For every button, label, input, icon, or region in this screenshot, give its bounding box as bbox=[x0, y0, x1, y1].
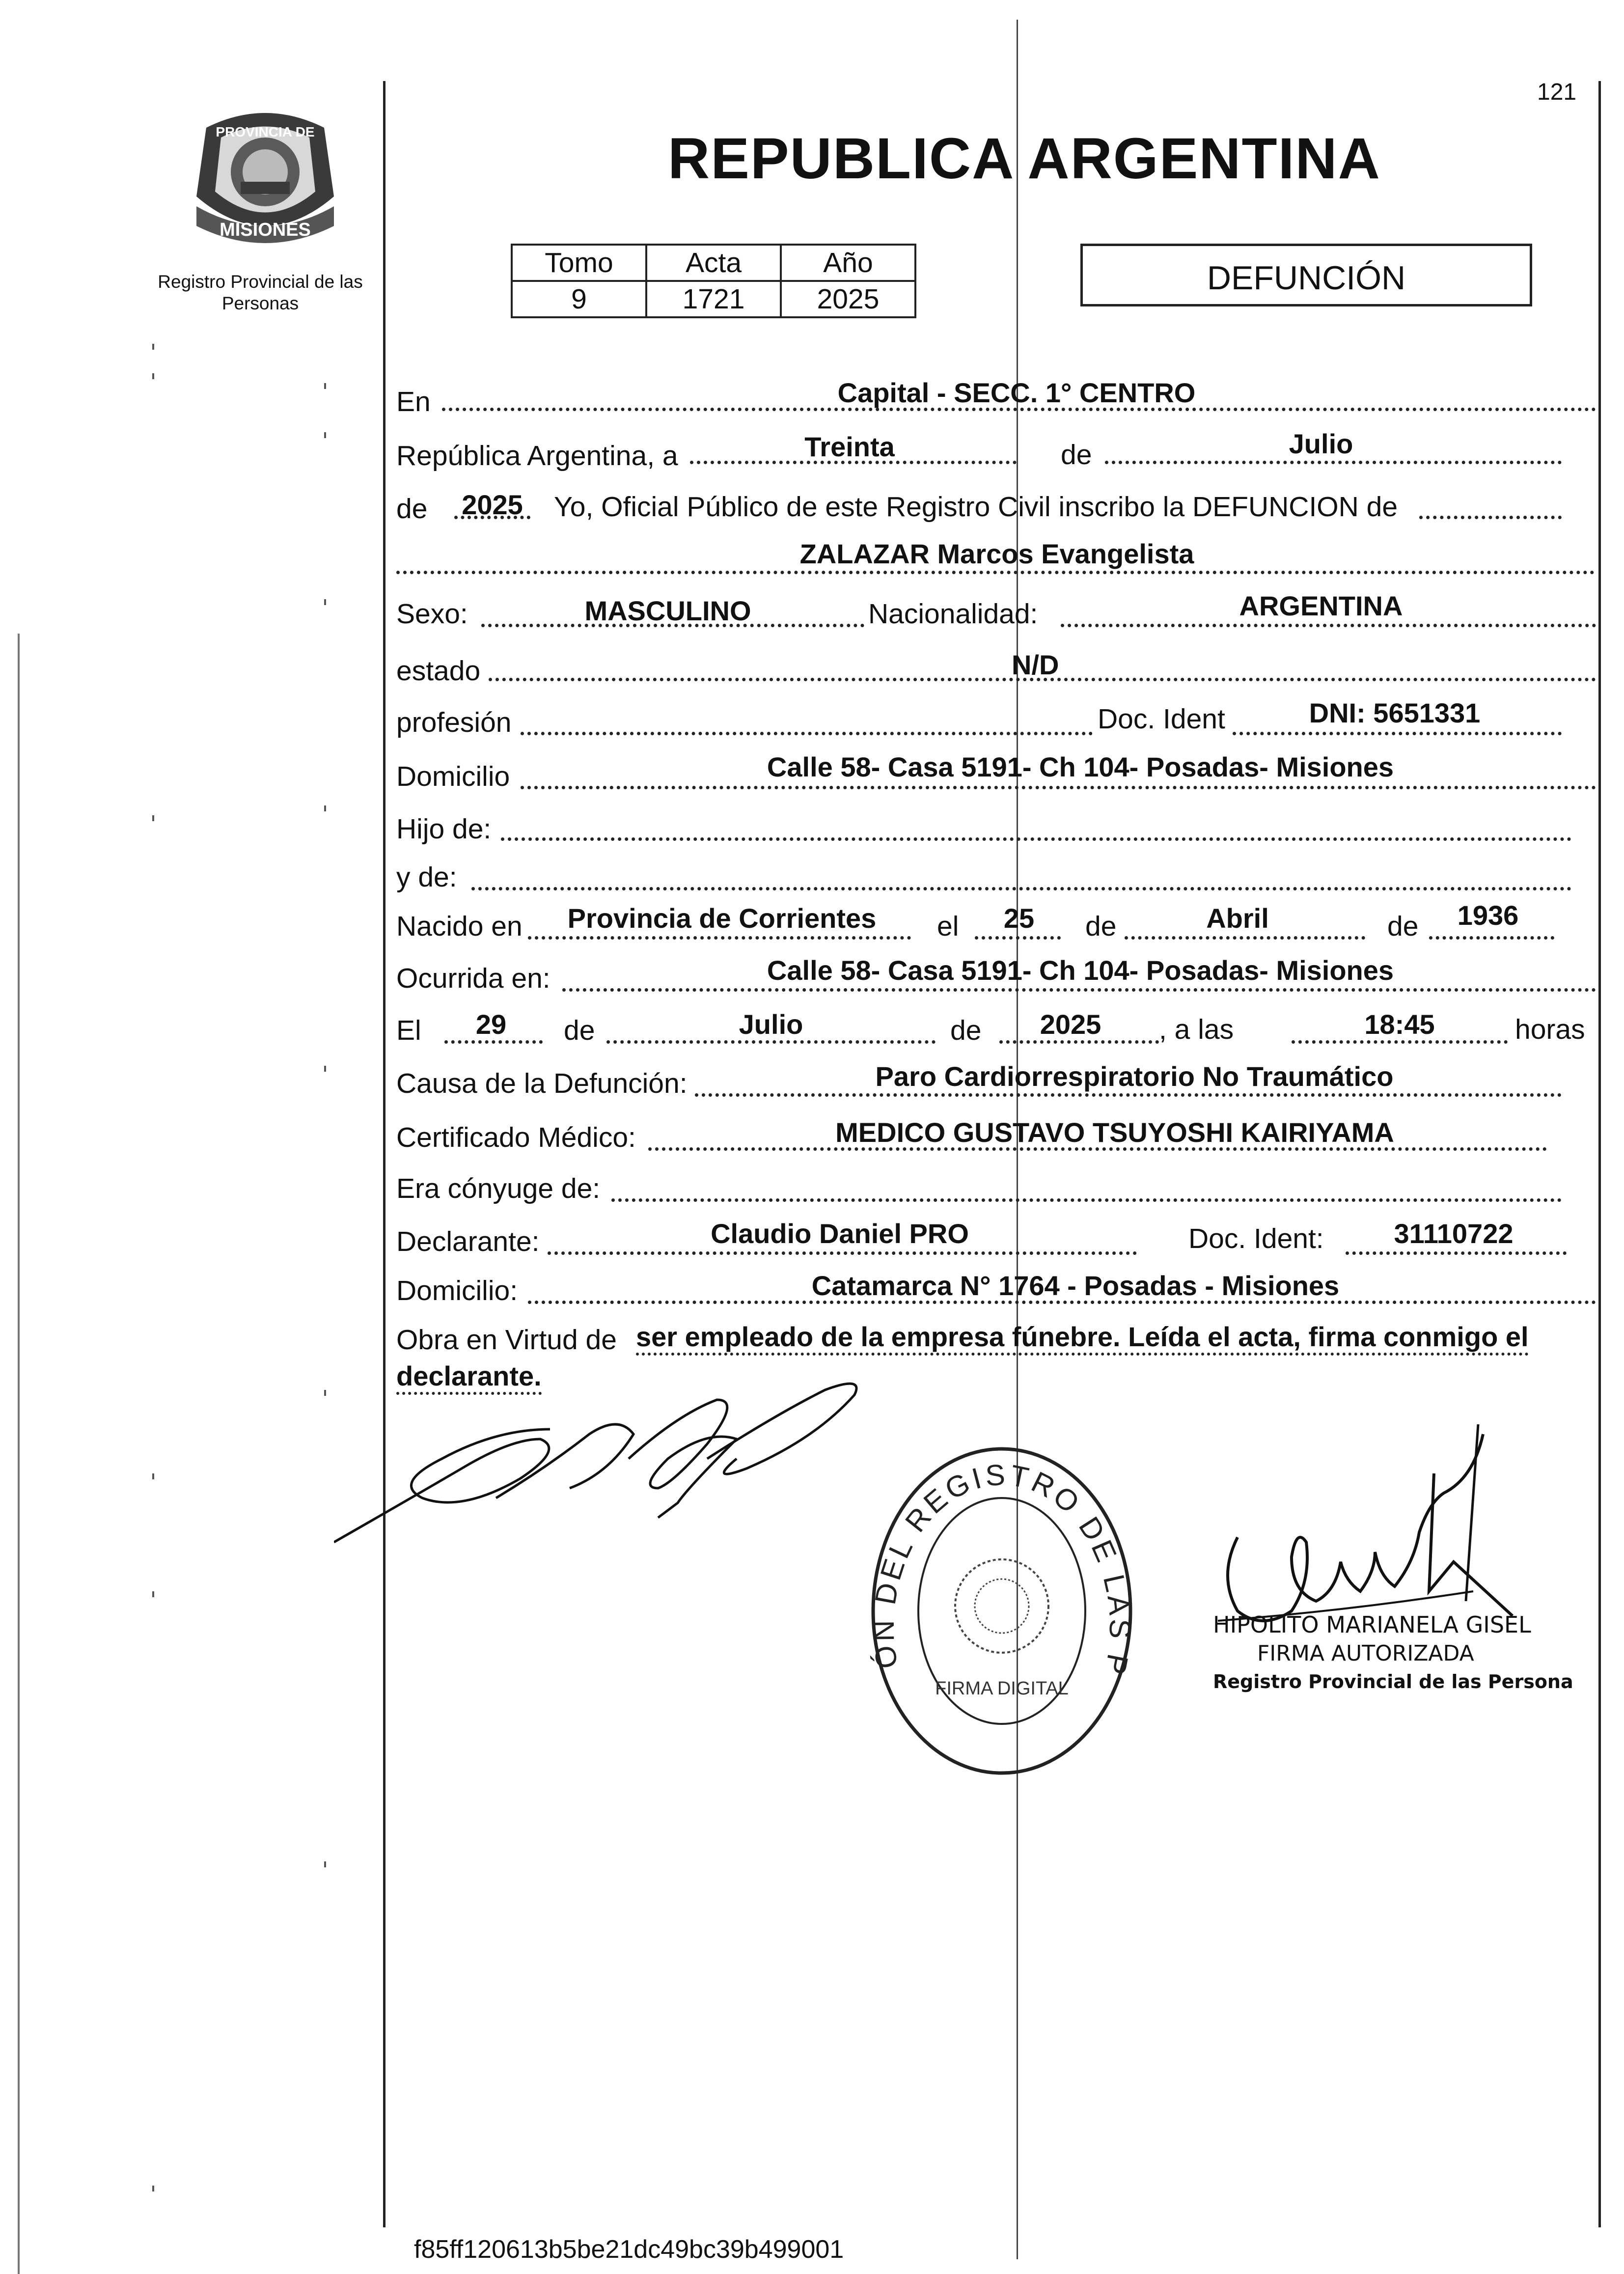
fecha-def-de1-label: de bbox=[564, 1015, 595, 1046]
document-hash: f85ff120613b5be21dc49bc39b499001 bbox=[414, 2235, 844, 2264]
fecha-day: Treinta bbox=[804, 431, 895, 462]
left-edge-rule bbox=[18, 634, 20, 2274]
domicilio-label: Domicilio bbox=[396, 761, 510, 792]
nacido-month: Abril bbox=[1206, 903, 1269, 934]
certificado-line bbox=[648, 1147, 1547, 1151]
document-type-box bbox=[1080, 244, 1532, 306]
nacido-day: 25 bbox=[1003, 903, 1035, 934]
left-margin-rule bbox=[383, 81, 385, 2227]
fecha-def-el-label: El bbox=[396, 1015, 421, 1046]
fecha-def-month-line bbox=[606, 1040, 936, 1044]
fecha-def-month: Julio bbox=[739, 1009, 803, 1040]
right-margin-rule bbox=[1598, 81, 1601, 2227]
province-seal bbox=[187, 98, 344, 263]
ocurrida-label: Ocurrida en: bbox=[396, 963, 551, 994]
nacido-el-label: el bbox=[937, 911, 959, 942]
fecha-label: República Argentina, a bbox=[396, 440, 678, 471]
fecha-def-day-line bbox=[444, 1040, 543, 1044]
fecha-def-hora: 18:45 bbox=[1364, 1009, 1435, 1040]
nacido-month-line bbox=[1125, 936, 1365, 940]
declarante-doc-value: 31110722 bbox=[1394, 1218, 1514, 1249]
certificado-value: MEDICO GUSTAVO TSUYOSHI KAIRIYAMA bbox=[835, 1117, 1394, 1148]
fecha-def-hora-line bbox=[1292, 1040, 1508, 1044]
margin-tick bbox=[324, 805, 326, 811]
y-de-label: y de: bbox=[396, 861, 457, 893]
declarante-value: Claudio Daniel PRO bbox=[711, 1218, 969, 1249]
fecha-de-label: de bbox=[1061, 439, 1092, 471]
nacionalidad-value: ARGENTINA bbox=[1239, 590, 1403, 621]
record-reference-table bbox=[511, 244, 916, 318]
doc-ident-line bbox=[1233, 732, 1562, 735]
sexo-value: MASCULINO bbox=[584, 595, 751, 626]
fecha-def-day: 29 bbox=[475, 1009, 507, 1040]
page-title: REPUBLICA ARGENTINA bbox=[668, 126, 1381, 191]
nacido-label: Nacido en bbox=[396, 911, 523, 942]
year-value: 2025 bbox=[462, 489, 523, 520]
declarante-doc-label: Doc. Ident: bbox=[1188, 1223, 1324, 1254]
official-role: FIRMA AUTORIZADA bbox=[1257, 1641, 1474, 1666]
certificado-label: Certificado Médico: bbox=[396, 1122, 636, 1153]
margin-tick bbox=[324, 1390, 326, 1396]
fecha-def-horas-label: horas bbox=[1515, 1014, 1585, 1045]
nacionalidad-line bbox=[1061, 624, 1596, 627]
page-number: 121 bbox=[1537, 79, 1577, 105]
registry-stamp bbox=[864, 1439, 1139, 1785]
ref-header-anio: Año bbox=[781, 245, 915, 281]
domicilio-line bbox=[521, 786, 1596, 789]
causa-label: Causa de la Defunción: bbox=[396, 1068, 688, 1099]
en-label: En bbox=[396, 386, 431, 417]
ocurrida-line bbox=[562, 988, 1596, 992]
sexo-label: Sexo: bbox=[396, 598, 468, 630]
fecha-def-hora-label: , a las bbox=[1159, 1014, 1234, 1045]
stamp-ring-text: ÓN DEL REGISTRO DE LAS P bbox=[867, 1458, 1137, 1680]
ref-value-acta: 1721 bbox=[646, 281, 781, 317]
deceased-name: ZALAZAR Marcos Evangelista bbox=[799, 538, 1194, 569]
margin-tick bbox=[152, 2186, 154, 2191]
y-de-line bbox=[471, 887, 1571, 890]
estado-label: estado bbox=[396, 655, 481, 687]
margin-tick bbox=[152, 815, 154, 821]
official-office: Registro Provincial de las Persona bbox=[1213, 1671, 1573, 1692]
margin-tick bbox=[324, 432, 326, 438]
ocurrida-value: Calle 58- Casa 5191- Ch 104- Posadas- Misiones bbox=[767, 955, 1394, 986]
nacido-day-line bbox=[975, 936, 1061, 940]
doc-ident-value: DNI: 5651331 bbox=[1309, 697, 1481, 728]
causa-value: Paro Cardiorrespiratorio No Traumático bbox=[875, 1061, 1394, 1092]
domicilio-decl-label: Domicilio: bbox=[396, 1275, 518, 1306]
obra-label: Obra en Virtud de bbox=[396, 1324, 617, 1356]
nacido-place-line bbox=[528, 936, 911, 940]
conyuge-label: Era cónyuge de: bbox=[396, 1173, 601, 1204]
domicilio-value: Calle 58- Casa 5191- Ch 104- Posadas- Misiones bbox=[767, 751, 1394, 782]
ref-value-anio: 2025 bbox=[781, 281, 915, 317]
declarante-label: Declarante: bbox=[396, 1226, 540, 1257]
conyuge-line bbox=[611, 1198, 1562, 1202]
nacido-place: Provincia de Corrientes bbox=[567, 903, 877, 934]
hijo-de-label: Hijo de: bbox=[396, 813, 492, 845]
ref-header-acta: Acta bbox=[646, 245, 781, 281]
ref-header-tomo: Tomo bbox=[512, 245, 646, 281]
nacido-year-line bbox=[1429, 936, 1554, 940]
fecha-def-year: 2025 bbox=[1040, 1009, 1101, 1040]
margin-tick bbox=[152, 373, 154, 379]
obra-value-2: declarante. bbox=[396, 1362, 542, 1395]
domicilio-decl-line bbox=[528, 1301, 1596, 1304]
hijo-de-line bbox=[501, 837, 1571, 841]
en-value: Capital - SECC. 1° CENTRO bbox=[837, 377, 1196, 408]
profesion-line bbox=[521, 732, 1093, 735]
margin-tick bbox=[324, 1066, 326, 1072]
fecha-def-year-line bbox=[999, 1040, 1159, 1044]
seal-top-text: PROVINCIA DE bbox=[216, 124, 315, 139]
declarante-line bbox=[548, 1251, 1137, 1255]
inscribe-line bbox=[1419, 516, 1562, 519]
margin-tick bbox=[324, 1861, 326, 1867]
margin-tick bbox=[152, 1473, 154, 1479]
margin-tick bbox=[324, 383, 326, 389]
obra-value-1: ser empleado de la empresa fúnebre. Leída el acta, firma conmigo el bbox=[636, 1323, 1529, 1356]
fecha-def-de2-label: de bbox=[950, 1015, 982, 1046]
en-line bbox=[442, 408, 1596, 411]
declarante-doc-line bbox=[1346, 1251, 1567, 1255]
document-type: DEFUNCIÓN bbox=[1207, 259, 1406, 297]
declarant-signature bbox=[334, 1375, 904, 1584]
ref-value-tomo: 9 bbox=[512, 281, 646, 317]
seal-bottom-text: MISIONES bbox=[220, 220, 311, 240]
estado-value: N/D bbox=[1012, 649, 1059, 680]
year-de-label: de bbox=[396, 493, 428, 525]
causa-line bbox=[695, 1093, 1562, 1097]
stamp-inner-text: FIRMA DIGITAL bbox=[935, 1678, 1069, 1699]
nacido-de1-label: de bbox=[1085, 911, 1117, 942]
doc-ident-label: Doc. Ident bbox=[1098, 703, 1225, 735]
nacionalidad-label: Nacionalidad: bbox=[868, 598, 1038, 630]
margin-tick bbox=[152, 1591, 154, 1597]
inscribe-text: Yo, Oficial Público de este Registro Civil inscribo la DEFUNCION de bbox=[554, 491, 1398, 523]
margin-tick bbox=[152, 344, 154, 350]
registry-name: Registro Provincial de las Personas bbox=[158, 272, 363, 314]
domicilio-decl-value: Catamarca N° 1764 - Posadas - Misiones bbox=[811, 1270, 1340, 1301]
fecha-month-line bbox=[1105, 461, 1562, 464]
nombre-line bbox=[396, 571, 1595, 574]
profesion-label: profesión bbox=[396, 707, 512, 738]
nacido-de2-label: de bbox=[1387, 911, 1419, 942]
fecha-month: Julio bbox=[1289, 428, 1353, 459]
margin-tick bbox=[324, 599, 326, 605]
official-name: HIPOLITO MARIANELA GISEL bbox=[1213, 1611, 1531, 1638]
nacido-year: 1936 bbox=[1457, 900, 1519, 931]
